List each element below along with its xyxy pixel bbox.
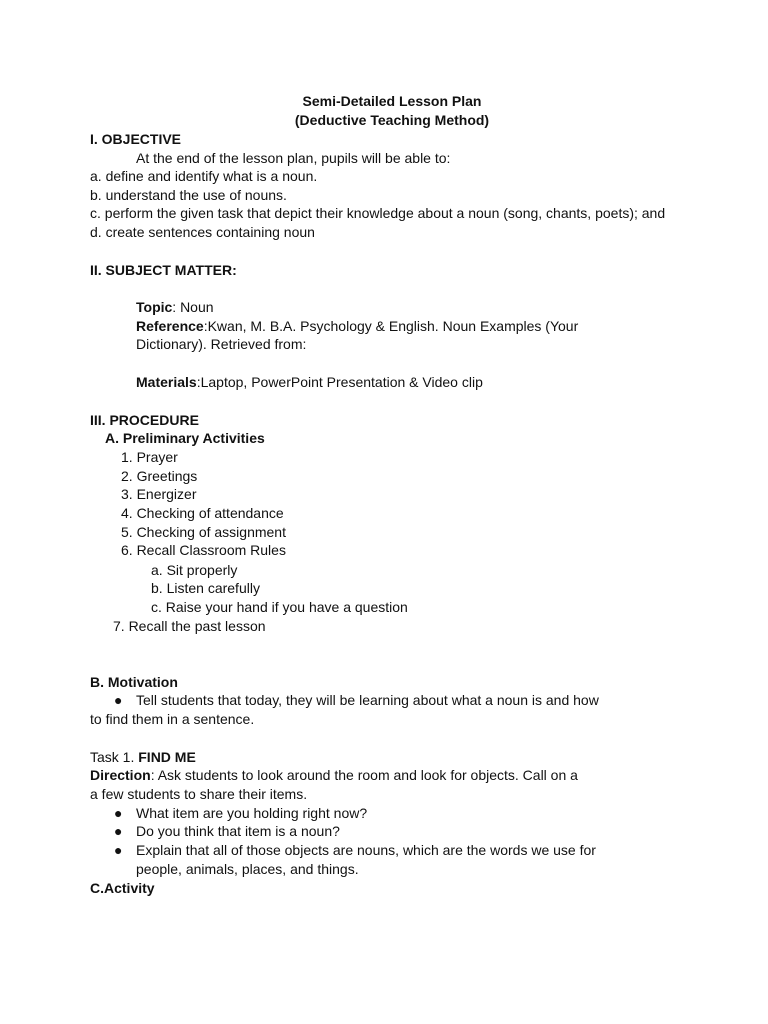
step-attendance: 4. Checking of attendance	[121, 505, 284, 521]
subject-matter-heading: II. SUBJECT MATTER:	[90, 262, 237, 278]
bullet-icon: ●	[114, 805, 123, 821]
objective-heading: I. OBJECTIVE	[90, 131, 182, 147]
reference-continuation: Dictionary). Retrieved from:	[136, 336, 307, 352]
step-greetings: 2. Greetings	[121, 468, 198, 484]
preliminary-heading: A. Preliminary Activities	[105, 430, 265, 446]
bullet-icon: ●	[114, 823, 123, 839]
objective-item-d: d. create sentences containing noun	[90, 224, 315, 240]
task1-name: FIND ME	[138, 749, 196, 765]
objective-item-b: b. understand the use of nouns.	[90, 187, 287, 203]
motivation-bullet-continuation: to find them in a sentence.	[90, 711, 255, 727]
question-explain-continuation: people, animals, places, and things.	[136, 861, 359, 877]
question-holding-item: What item are you holding right now?	[136, 805, 368, 821]
rule-sit-properly: a. Sit properly	[151, 562, 238, 578]
reference-line	[136, 317, 578, 335]
direction-text: : Ask students to look around the room and look for objects. Call on a	[150, 767, 578, 783]
topic-label: Topic	[136, 299, 173, 315]
bullet-icon: ●	[114, 692, 123, 708]
direction-continuation: a few students to share their items.	[90, 786, 308, 802]
question-explain-nouns: Explain that all of those objects are nouns, which are the words we use for	[136, 842, 596, 858]
step-recall-lesson: 7. Recall the past lesson	[113, 618, 266, 634]
materials-label: Materials	[136, 374, 197, 390]
bullet-icon: ●	[114, 842, 123, 858]
step-energizer: 3. Energizer	[121, 486, 197, 502]
step-assignment: 5. Checking of assignment	[121, 524, 286, 540]
topic-line	[136, 298, 214, 316]
step-prayer: 1. Prayer	[121, 449, 178, 465]
reference-value: :Kwan, M. B.A. Psychology & English. Noun Examples (Your	[203, 318, 579, 334]
materials-value: :Laptop, PowerPoint Presentation & Video clip	[196, 374, 483, 390]
question-is-noun: Do you think that item is a noun?	[136, 823, 340, 839]
procedure-heading: III. PROCEDURE	[90, 412, 199, 428]
objective-item-c: c. perform the given task that depict their knowledge about a noun (song, chants, poets); and	[90, 205, 666, 221]
step-classroom-rules: 6. Recall Classroom Rules	[121, 542, 286, 558]
motivation-bullet-text: Tell students that today, they will be learning about what a noun is and how	[136, 692, 599, 708]
document-subtitle: (Deductive Teaching Method)	[294, 112, 490, 128]
motivation-heading: B. Motivation	[90, 674, 178, 690]
direction-line	[90, 766, 578, 784]
rule-raise-hand: c. Raise your hand if you have a question	[151, 599, 408, 615]
objective-intro: At the end of the lesson plan, pupils will be able to:	[136, 150, 451, 166]
task1-prefix: Task 1.	[90, 749, 139, 765]
task1-heading	[90, 748, 196, 766]
reference-label: Reference	[136, 318, 204, 334]
materials-line	[136, 373, 483, 391]
activity-heading: C.Activity	[90, 880, 155, 896]
document-title: Semi-Detailed Lesson Plan	[302, 93, 482, 109]
objective-item-a: a. define and identify what is a noun.	[90, 168, 318, 184]
topic-value: : Noun	[172, 299, 214, 315]
rule-listen-carefully: b. Listen carefully	[151, 580, 260, 596]
direction-label: Direction	[90, 767, 151, 783]
